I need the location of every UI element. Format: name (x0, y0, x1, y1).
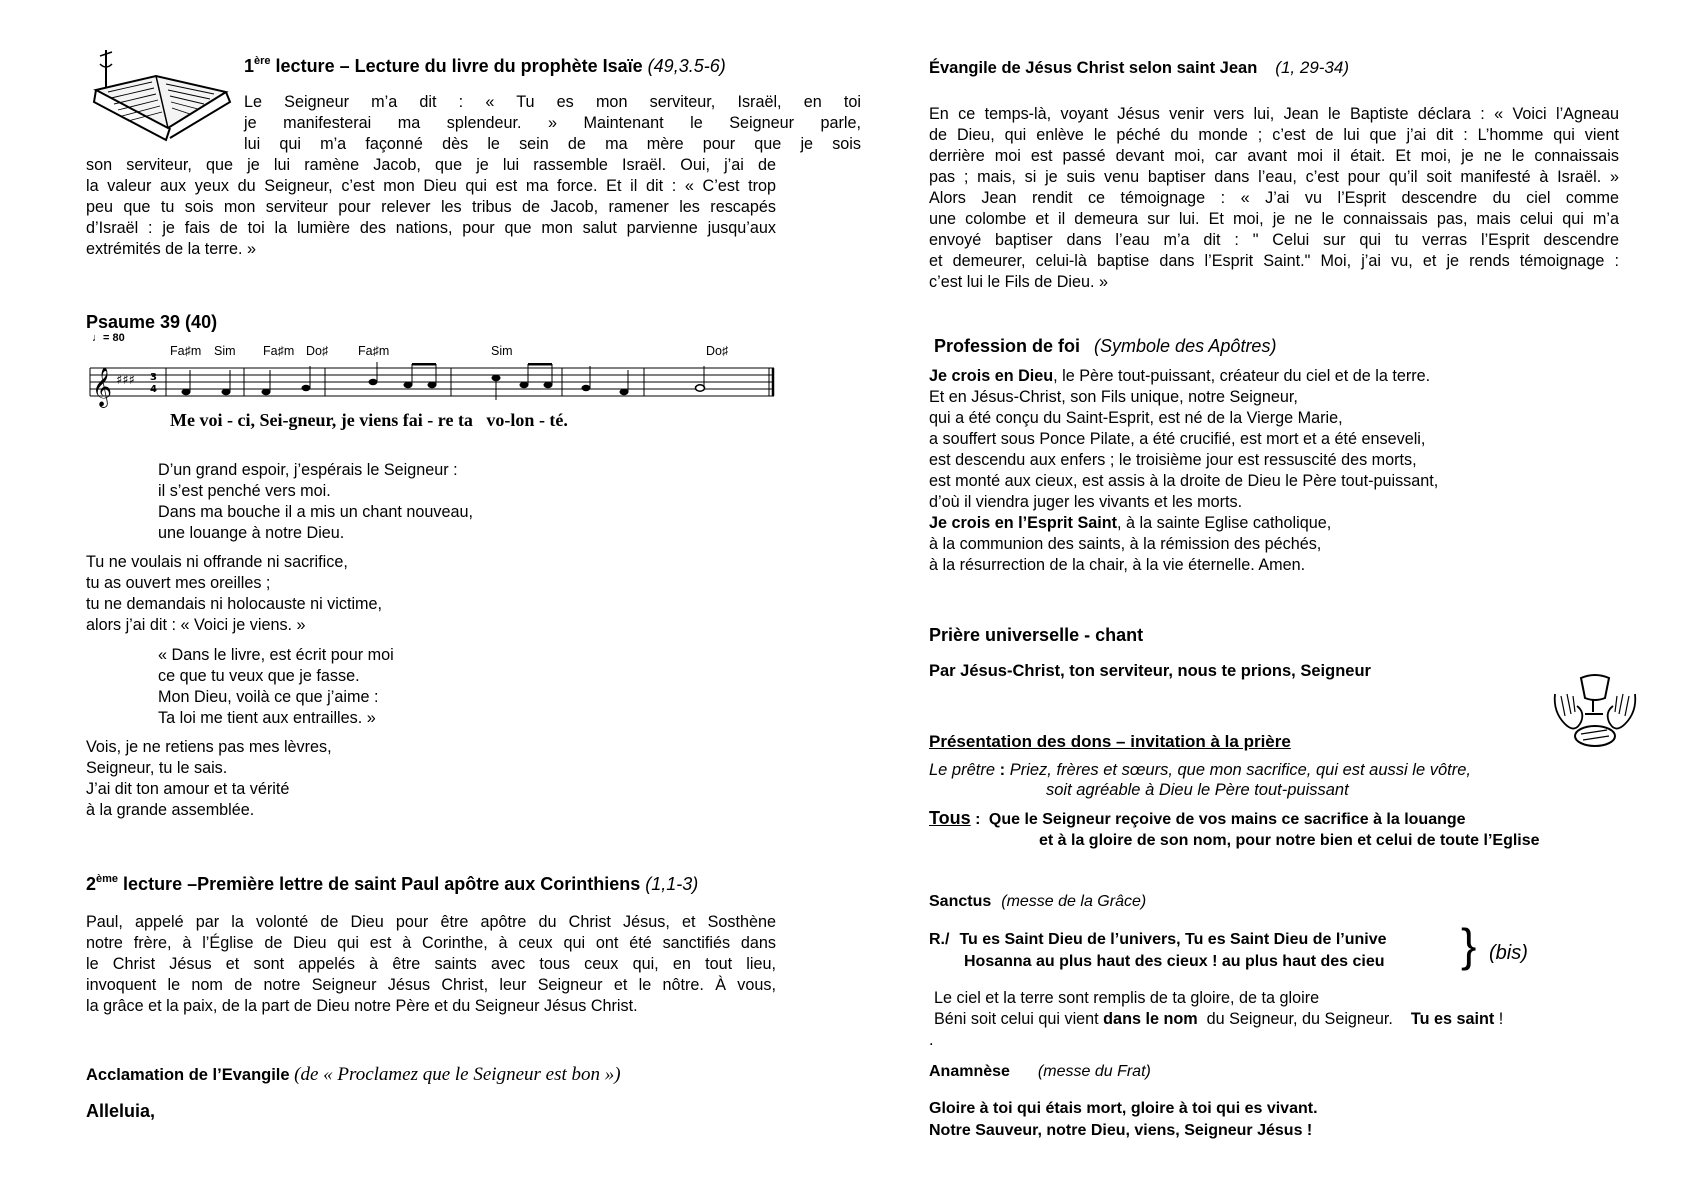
reading2-line: Paul, appelé par la volonté de Dieu pour être apôtre du Christ Jésus, et Sosthène (86, 913, 776, 931)
verse-part-bold: dans le nom (1103, 1010, 1198, 1028)
sanctus-title-text: Sanctus (929, 893, 992, 910)
sanctus-verse-line-2 (934, 1009, 1503, 1030)
creed-line: à la communion des saints, à la rémission des péchés, (929, 535, 1322, 553)
all-line-2: et à la gloire de son nom, pour notre bien et celui de toute l’Eglise (1039, 832, 1540, 849)
chord: Fa♯m (263, 344, 295, 358)
priest-colon: : (995, 761, 1010, 779)
acclamation-title (86, 1064, 621, 1086)
gospel-line: derrière moi est passé devant moi, car avant moi il était. Et moi, je ne le connaissais (929, 147, 1619, 165)
creed-line (929, 513, 1438, 534)
gospel-line: En ce temps-là, voyant Jésus venir vers lui, Jean le Baptiste déclara : « Voici l’Agneau (929, 105, 1619, 123)
creed-text-1: , le Père tout-puissant, créateur du ciel et de la terre. (1053, 367, 1431, 385)
sanctus-bis: (bis) (1489, 942, 1528, 964)
gospel-line: envoyé baptiser dans l’eau m’a dit : " Celui sur qui tu verras l’Esprit descendre (929, 231, 1619, 249)
psalm-line: à la grande assemblée. (86, 801, 255, 819)
chord: Fa♯m (170, 344, 202, 358)
reading2-line: le Christ Jésus et sont appelés à être saints avec tous ceux qui, en tout lieu, (86, 955, 776, 973)
creed-title (934, 336, 1276, 357)
priest-line-1: Priez, frères et sœurs, que mon sacrifice, qui est aussi le vôtre, (1009, 761, 1471, 779)
sanctus-verse-line-1: Le ciel et la terre sont remplis de ta gloire, de ta gloire (934, 989, 1320, 1007)
gospel-title (929, 58, 1349, 78)
alleluia: Alleluia, (86, 1101, 156, 1121)
offertory-priest (929, 760, 1471, 781)
acclamation-title-text: Acclamation de l’Evangile (86, 1066, 295, 1084)
reading2-line: la grâce et la paix, de la part de Dieu notre Père et du Seigneur Jésus Christ. (86, 997, 638, 1015)
reading1-title-text: lecture – Lecture du livre du prophète Isaïe (270, 56, 648, 76)
open-book-icon (86, 50, 236, 142)
creed-bold-1: Je crois en Dieu (929, 367, 1054, 385)
reading1-ord: 1 (244, 56, 255, 76)
all-line-1: Que le Seigneur reçoive de vos mains ce sacrifice à la louange (988, 811, 1466, 828)
verse-part: ! (1494, 1010, 1504, 1028)
all-label: Tous (929, 808, 971, 828)
svg-text:4: 4 (150, 384, 157, 395)
chord: Do♯ (306, 344, 329, 358)
priest-label: Le prêtre (929, 761, 996, 779)
psalm-line: « Dans le livre, est écrit pour moi (158, 646, 394, 664)
anamnese-title-text: Anamnèse (929, 1063, 1010, 1080)
reading1-line: son serviteur, que je lui ramène Jacob, que je lui rassemble Israël. Oui, j’ai de (86, 156, 776, 174)
psalm-line: Ta loi me tient aux entrailles. » (158, 709, 376, 727)
reading2-body (86, 912, 776, 1017)
prayer-response: Par Jésus-Christ, ton serviteur, nous te prions, Seigneur (929, 662, 1371, 680)
sanctus-refrain-line-1 (929, 929, 1387, 951)
gospel-body (929, 104, 1619, 293)
all-colon: : (970, 811, 985, 828)
treble-clef-icon: 𝄞 (92, 367, 113, 407)
reading2-sup: ème (96, 872, 119, 885)
reading1-line: lui qui m’a façonné dès le sein de ma mère pour que je sois (244, 135, 861, 153)
psalm-stanza-1 (158, 460, 473, 544)
sanctus-refrain (929, 929, 1387, 973)
psalm-refrain: Me voi - ci, Sei-gneur, je viens fai - re ta vo-lon - té. (170, 410, 568, 430)
creed-bold-2: Je crois en l’Esprit Saint (929, 514, 1118, 532)
psalm-line: Dans ma bouche il a mis un chant nouveau, (158, 503, 473, 521)
creed-line: qui a été conçu du Saint-Esprit, est né de la Vierge Marie, (929, 409, 1343, 427)
psalm-line: il s’est penché vers moi. (158, 482, 331, 500)
svg-text:♯♯♯: ♯♯♯ (116, 373, 135, 388)
sanctus-dot: . (929, 1031, 934, 1049)
gospel-line: Alors Jean rendit ce témoignage : « J’ai vu l’Esprit descendre du ciel comme (929, 189, 1619, 207)
creed-body (929, 366, 1438, 576)
gospel-ref: (1, 29-34) (1275, 58, 1349, 77)
gospel-line: une colombe et il demeura sur lui. Et moi, je ne le connaissais pas, mais celui qui m’a (929, 210, 1619, 228)
reading1-ref: (49,3.5-6) (647, 56, 726, 76)
reading1-line: peu que tu sois mon serviteur pour relever les tribus de Jacob, ramener les rescapés (86, 198, 776, 216)
psalm-title: Psaume 39 (40) (86, 312, 218, 332)
reading1-line: extrémités de la terre. » (86, 240, 257, 258)
verse-part: du Seigneur, du Seigneur. (1197, 1010, 1411, 1028)
reading1-line: Le Seigneur m’a dit : « Tu es mon serviteur, Israël, en toi (244, 93, 861, 111)
gospel-line: c’est lui le Fils de Dieu. » (929, 273, 1109, 291)
priest-line-2: soit agréable à Dieu le Père tout-puissant (1046, 781, 1349, 799)
anamnese-note: (messe du Frat) (1037, 1063, 1151, 1080)
chord: Do♯ (706, 344, 729, 358)
psalm-line: Tu ne voulais ni offrande ni sacrifice, (86, 553, 348, 571)
anamnese-title (929, 1063, 1151, 1081)
reading1-line: d’Israël : je fais de toi la lumière des nations, pour que mon salut parvienne jusqu’aux (86, 219, 776, 237)
reading2-ref: (1,1-3) (645, 874, 699, 894)
chord: Sim (214, 344, 236, 358)
reading2-line: notre frère, à l’Église de Dieu qui est à Corinthe, à ceux qui ont été sanctifiés dans (86, 934, 776, 952)
psalm-stanza-4 (86, 737, 332, 821)
chord: Sim (491, 344, 513, 358)
music-staff (86, 360, 776, 408)
refrain-label: R./ (929, 931, 950, 948)
refrain-text-2: Hosanna au plus haut des cieux ! au plus haut des cieu (964, 953, 1385, 970)
psalm-line: alors j’ai dit : « Voici je viens. » (86, 616, 306, 634)
psalm-line: ce que tu veux que je fasse. (158, 667, 360, 685)
anamnese-body (929, 1098, 1318, 1142)
reading1-line: la valeur aux yeux du Seigneur, c’est mon Dieu qui est ma force. Et il dit : « C’est trop (86, 177, 776, 195)
reading1-indent (244, 92, 861, 155)
creed-line: est monté aux cieux, est assis à la droite de Dieu le Père tout-puissant, (929, 472, 1439, 490)
offertory-title: Présentation des dons – invitation à la prière (929, 732, 1291, 751)
psalm-chords (86, 344, 776, 360)
anamnese-line: Notre Sauveur, notre Dieu, viens, Seigneur Jésus ! (929, 1122, 1313, 1139)
psalm-stanza-3 (158, 645, 394, 729)
reading2-title (86, 874, 698, 895)
reading1-line: je manifesterai ma splendeur. » Maintenant le Seigneur parle, (244, 114, 861, 132)
offering-hands-icon (1551, 672, 1639, 752)
gospel-title-text: Évangile de Jésus Christ selon saint Jean (929, 59, 1258, 77)
psalm-tempo: ♩= 80 (92, 332, 125, 344)
gospel-line: de Dieu, qui enlève le péché du monde ; c’est de lui que j’ai dit : L’homme qui vient (929, 126, 1619, 144)
psalm-line: tu as ouvert mes oreilles ; (86, 574, 271, 592)
chord: Fa♯m (358, 344, 390, 358)
psalm-stanza-2 (86, 552, 382, 636)
creed-line: a souffert sous Ponce Pilate, a été crucifié, est mort et a été enseveli, (929, 430, 1426, 448)
reading2-ord: 2 (86, 874, 97, 894)
creed-line: à la résurrection de la chair, à la vie éternelle. Amen. (929, 556, 1306, 574)
anamnese-line: Gloire à toi qui étais mort, gloire à toi qui es vivant. (929, 1100, 1318, 1117)
psalm-line: Mon Dieu, voilà ce que j’aime : (158, 688, 379, 706)
sanctus-verse (929, 988, 1504, 1051)
acclamation-note: (de « Proclamez que le Seigneur est bon ») (294, 1064, 621, 1085)
creed-title-text: Profession de foi (934, 336, 1081, 356)
creed-subtitle: (Symbole des Apôtres) (1094, 336, 1277, 356)
reading2-title-text: lecture –Première lettre de saint Paul apôtre aux Corinthiens (118, 874, 646, 894)
creed-text-2: , à la sainte Eglise catholique, (1117, 514, 1332, 532)
sanctus-note: (messe de la Grâce) (1001, 893, 1147, 910)
offertory-all (929, 808, 1466, 829)
refrain-text-1: Tu es Saint Dieu de l’univers, Tu es Saint Dieu de l’unive (959, 931, 1387, 948)
creed-line (929, 366, 1438, 387)
creed-line: est descendu aux enfers ; le troisième jour est ressuscité des morts, (929, 451, 1417, 469)
prayer-title: Prière universelle - chant (929, 625, 1144, 645)
creed-line: d’où il viendra juger les vivants et les morts. (929, 493, 1243, 511)
psalm-line: Vois, je ne retiens pas mes lèvres, (86, 738, 332, 756)
psalm-line: une louange à notre Dieu. (158, 524, 345, 542)
gospel-line: pas ; mais, si je suis venu baptiser dans l’eau, c’est pour qu’il soit manifesté à Israël. » (929, 168, 1619, 186)
psalm-line: Seigneur, tu le sais. (86, 759, 228, 777)
reading1-body (86, 155, 776, 260)
reading1-sup: ère (254, 54, 271, 67)
sanctus-title (929, 893, 1146, 911)
verse-part-bold: Tu es saint (1410, 1010, 1495, 1028)
verse-part: Béni soit celui qui vient (934, 1010, 1104, 1028)
reading2-line: invoquent le nom de notre Seigneur Jésus Christ, leur Seigneur et le nôtre. À vous, (86, 976, 776, 994)
psalm-line: D’un grand espoir, j’espérais le Seigneur : (158, 461, 458, 479)
psalm-line: tu ne demandais ni holocauste ni victime, (86, 595, 383, 613)
svg-text:3: 3 (150, 372, 157, 383)
creed-line: Et en Jésus-Christ, son Fils unique, notre Seigneur, (929, 388, 1298, 406)
gospel-line: et demeurer, celui-là baptise dans l’Esprit Saint." Moi, j’ai vu, et je rends témoignage : (929, 252, 1619, 270)
brace-icon: } (1461, 919, 1477, 971)
psalm-line: J’ai dit ton amour et ta vérité (86, 780, 290, 798)
reading1-title (244, 56, 726, 77)
